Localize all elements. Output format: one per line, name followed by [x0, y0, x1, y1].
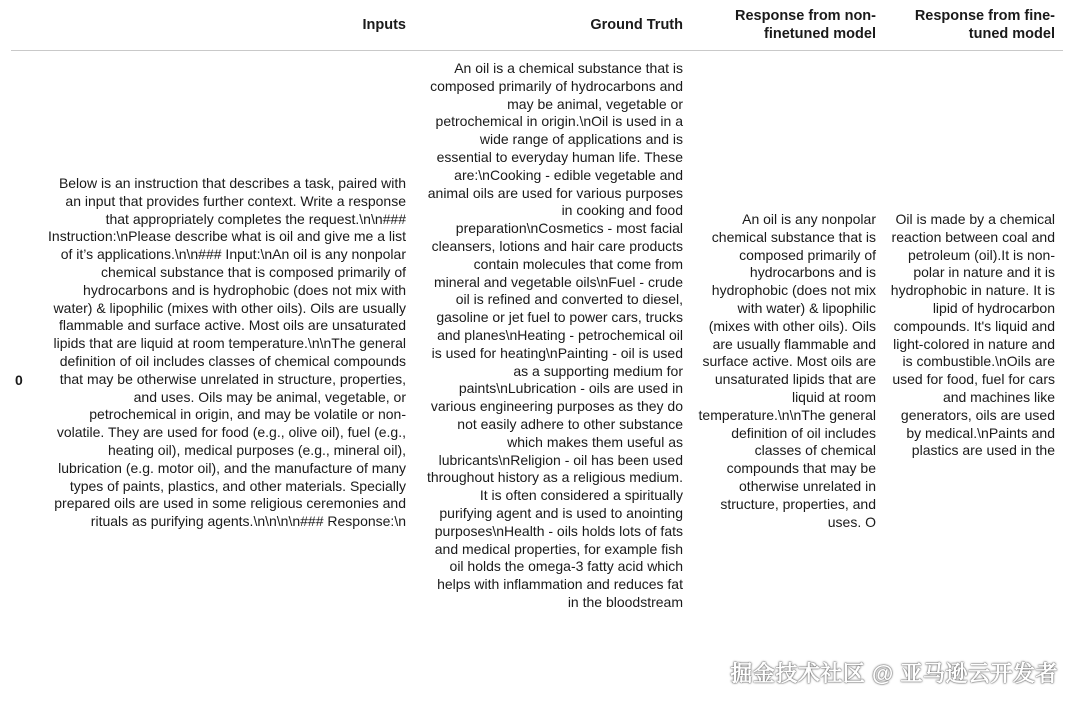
- column-header-inputs: Inputs: [362, 17, 406, 33]
- header-divider: [11, 50, 1063, 51]
- cell-finetuned-response: Oil is made by a chemical reaction between coal and petroleum (oil).It is non-polar in nature and it is hydrophobic in nature. It is lipid of hydrocarbon compounds. It's liquid and light-colored in nature and is combustible.\nOils are used for food, fuel for cars and machines like generators, oils are used by medical.\nPaints and plastics are used in the: [890, 211, 1055, 459]
- watermark: 掘金技术社区 @ 亚马逊云开发者: [730, 661, 1058, 686]
- cell-non-finetuned-response: An oil is any nonpolar chemical substance that is composed primarily of hydrocarbons and is hydrophobic (does not mix with water) & lipophilic (mixes with other oils). Oils are usually flammable and surface active. Most oils are unsaturated lipids that are liquid at room temperature.\n\nThe general definition of oil includes classes of chemical compounds that may be otherwise unrelated in structure, properties, and uses. O: [698, 211, 876, 530]
- column-header-finetuned: Response from fine-tuned model: [914, 8, 1055, 42]
- cell-ground-truth: An oil is a chemical substance that is composed primarily of hydrocarbons and may be animal, vegetable or petrochemical in origin.\nOil is used in a wide range of applications and is essential to everyday human life. These are:\nCooking - edible vegetable and animal oils are used for various purposes in cooking and food preparation\nCosmetics - most facial cleansers, lotions and hair care products contain molecules that come from mineral and vegetable oils\nFuel - crude oil is refined and converted to diesel, gasoline or jet fuel to power cars, trucks and planes\nHeating - petrochemical oil is used for heating\nPainting - oil is used as a supporting medium for paints\nLubrication - oils are used in various engineering purposes as they do not easily adhere to other substance which makes them useful as lubricants\nReligion - oil has been used throughout history as a religious medium. It is often considered a spiritually purifying agent and is used to anointing purposes\nHealth - oils holds lots of fats and medical properties, for example fish oil holds the omega-3 fatty acid which helps with inflammation and reduces fat in the bloodstream: [426, 60, 683, 610]
- column-header-ground-truth: Ground Truth: [590, 17, 683, 33]
- column-header-non-finetuned: Response from non-finetuned model: [735, 8, 876, 42]
- table-header: [0, 0, 1080, 50]
- cell-inputs: Below is an instruction that describes a task, paired with an input that provides further context. Write a response that appropriately completes the request.\n\n### Instruction:\nPlease describe what is oil and give me a list of it’s applications.\n\n### Input:\nAn oil is any nonpolar chemical substance that is composed primarily of hydrocarbons and is hydrophobic (does not mix with water) & lipophilic (mixes with other oils). Oils are usually flammable and surface active. Most oils are unsaturated lipids that are liquid at room temperature.\n\nThe general definition of oil includes classes of chemical compounds that may be otherwise unrelated in structure, properties, and uses. Oils may be animal, vegetable, or petrochemical in origin, and may be volatile or non-volatile. They are used for food (e.g., olive oil), fuel (e.g., heating oil), medical purposes (e.g., mineral oil), lubrication (e.g. motor oil), and the manufacture of many types of paints, plastics, and other materials. Specially prepared oils are used in some religious ceremonies and rituals as purifying agents.\n\n\n\n### Response:\n: [48, 175, 406, 530]
- row-index: 0: [15, 372, 23, 388]
